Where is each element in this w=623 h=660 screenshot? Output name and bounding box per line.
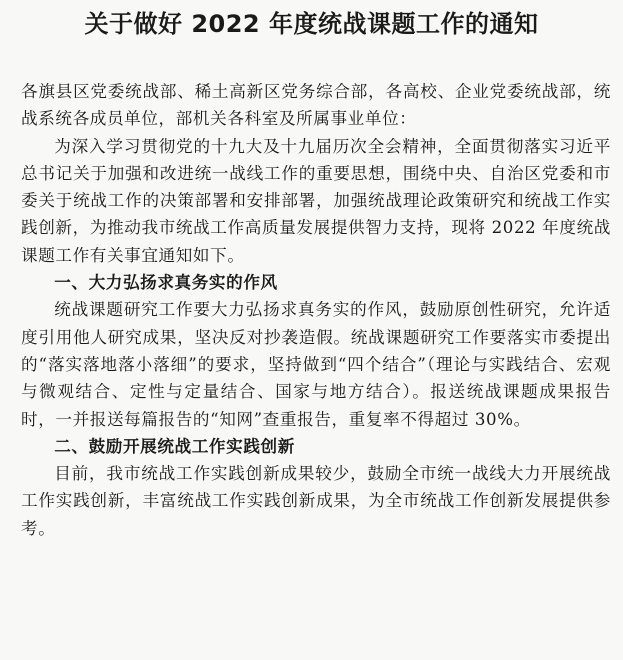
document-body [21,78,611,542]
section-1-paragraph: 统战课题研究工作要大力弘扬求真务实的作风，鼓励原创性研究，允许适度引用他人研究成果，坚决反对抄袭造假。统战课题研究工作要落实市委提出的“落实落地落小落细”的要求，坚持做到“四个结合”（理论与实践结合、宏观与微观结合、定性与定量结合、国家与地方结合）。报送统战课题成果报告时，一并报送每篇报告的“知网”查重报告，重复率不得超过 30%。 [21,300,611,429]
addressee-paragraph: 各旗县区党委统战部、稀土高新区党务综合部，各高校、企业党委统战部，统战系统各成员单位，部机关各科室及所属事业单位： [21,82,611,129]
section-2-heading: 二、鼓励开展统战工作实践创新 [54,436,295,456]
document-title: 关于做好 2022 年度统战课题工作的通知 [84,10,539,38]
section-2-paragraph: 目前，我市统战工作实践创新成果较少，鼓励全市统一战线大力开展统战工作实践创新，丰富统战工作实践创新成果，为全市统战工作创新发展提供参考。 [21,464,611,538]
section-1-heading: 一、大力弘扬求真务实的作风 [54,273,278,293]
intro-paragraph: 为深入学习贯彻党的十九大及十九届历次全会精神，全面贯彻落实习近平总书记关于加强和改进统一战线工作的重要思想，围绕中央、自治区党委和市委关于统战工作的决策部署和安排部署，加强统战理论政策研究和统战工作实践创新，为推动我市统战工作高质量发展提供智力支持，现将 2022 年度统战课题工作有关事宜通知如下。 [21,136,611,265]
